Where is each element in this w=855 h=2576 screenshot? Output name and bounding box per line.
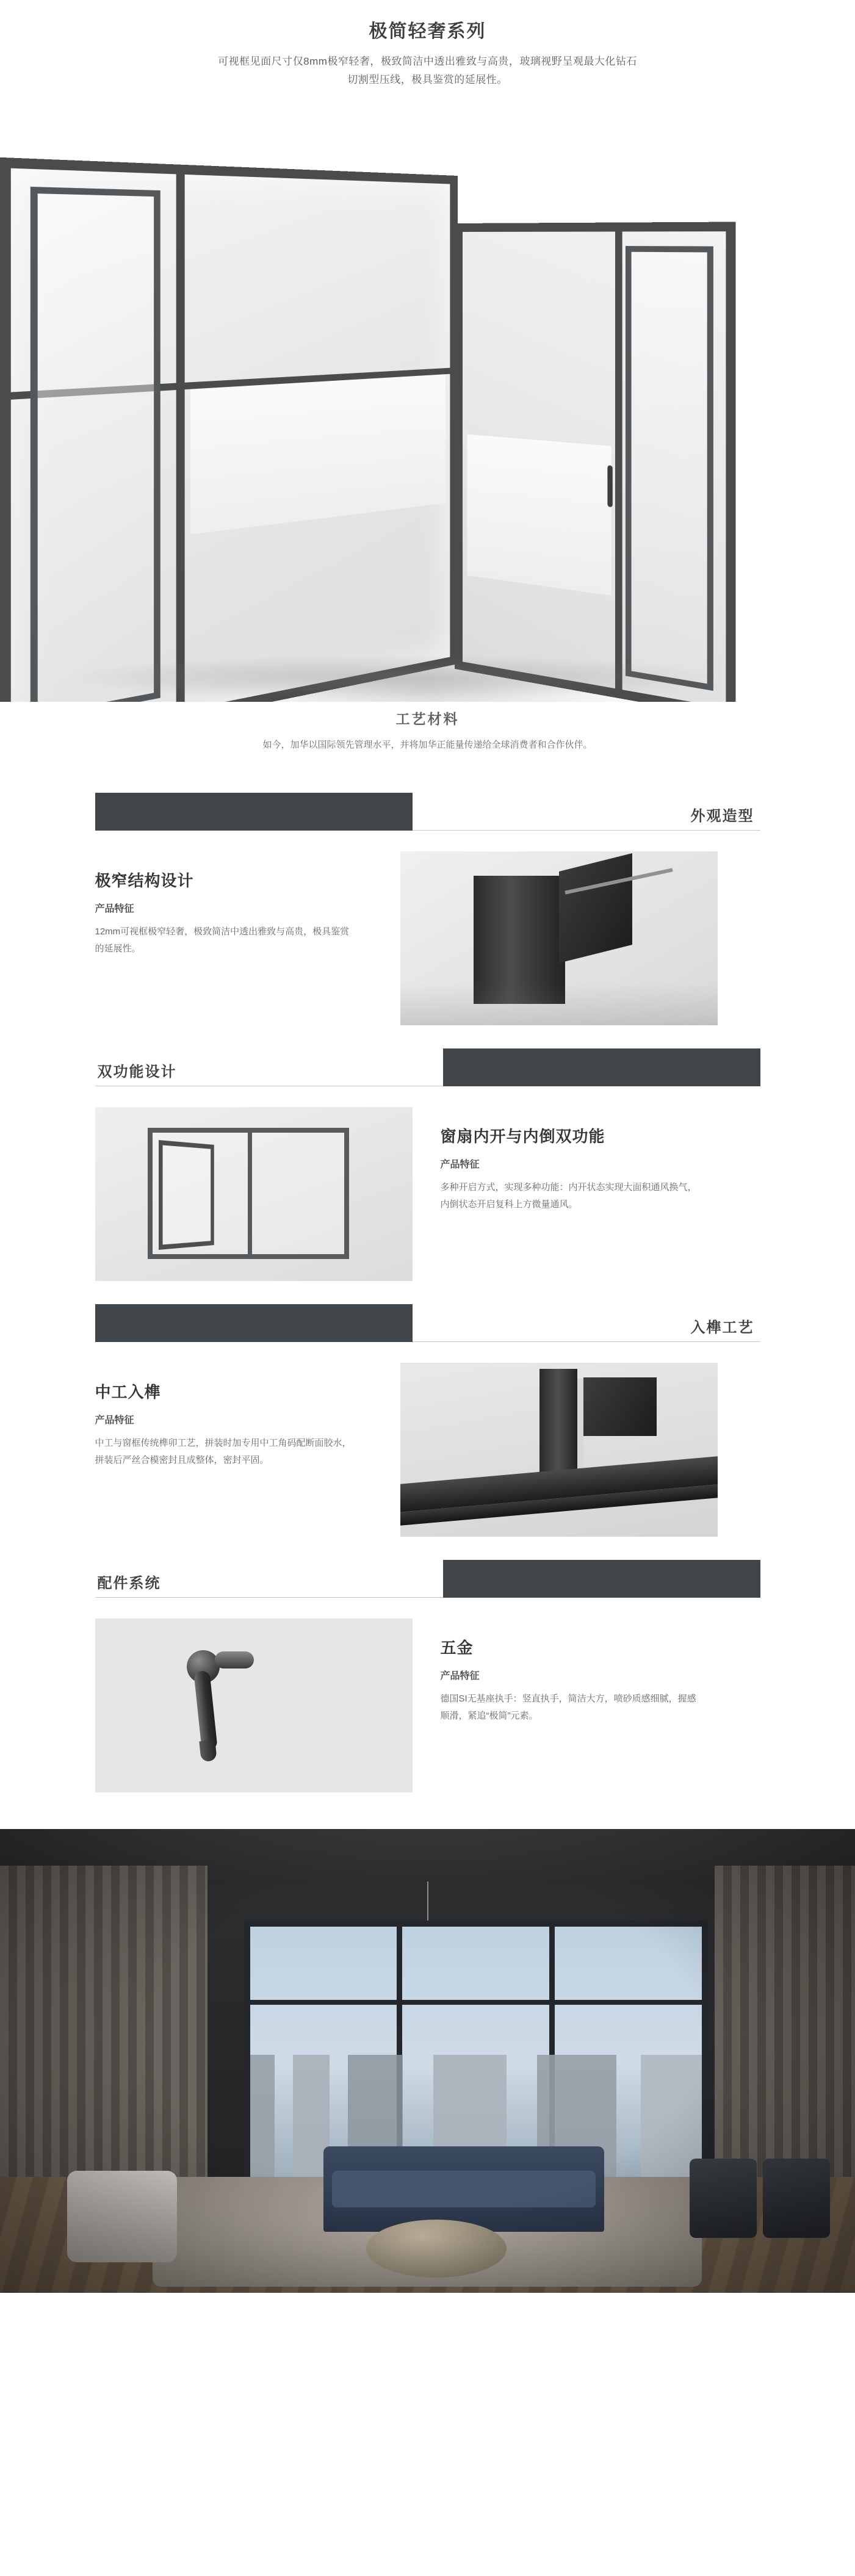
window-sash bbox=[31, 187, 161, 702]
bar-caption bbox=[95, 1560, 443, 1598]
mullion-vertical bbox=[176, 174, 185, 702]
feature-heading: 中工入榫 bbox=[95, 1383, 161, 1401]
frosted-glass-panel bbox=[467, 435, 611, 596]
section-label: 入榫工艺 bbox=[690, 1319, 754, 1336]
feature-section-hardware bbox=[95, 1537, 760, 1792]
section-heading-bar bbox=[95, 1304, 760, 1342]
section-label: 外观造型 bbox=[690, 808, 754, 824]
feature-heading: 五金 bbox=[440, 1639, 474, 1657]
feature-tag: 产品特征 bbox=[95, 904, 134, 914]
profile-cross-section-photo bbox=[400, 851, 718, 1025]
photo-shadow bbox=[400, 983, 718, 1025]
section-label: 配件系统 bbox=[97, 1575, 161, 1592]
feature-heading: 窗扇内开与内倒双功能 bbox=[440, 1127, 605, 1145]
frosted-glass-panel bbox=[190, 374, 446, 535]
feature-text bbox=[95, 851, 400, 958]
page-title: 极简轻奢系列 bbox=[369, 21, 486, 41]
door-sash bbox=[626, 246, 713, 691]
feature-row bbox=[95, 1363, 760, 1537]
craft-section bbox=[0, 708, 855, 770]
floor-shadow bbox=[73, 656, 714, 699]
feature-row bbox=[95, 851, 760, 1025]
hero-section bbox=[0, 0, 855, 702]
door-handle-photo bbox=[95, 1618, 413, 1792]
mullion-vertical bbox=[248, 1128, 252, 1259]
feature-description: 中工与窗框传统榫卯工艺，拼装时加专用中工角码配断面胶水，拼装后严丝合模密封且成整体，密封平固。 bbox=[95, 1438, 352, 1465]
feature-description: 德国SI无基座执手：竖直执手，简洁大方，喷砂质感细腻，握感顺滑，紧追“极简”元素。 bbox=[440, 1694, 696, 1721]
feature-section-dual-function bbox=[95, 1025, 760, 1281]
bar-slab bbox=[95, 793, 413, 831]
feature-description: 12mm可视框极窄轻奢，极致简洁中透出雅致与高贵，极具鉴赏的延展性。 bbox=[95, 926, 350, 954]
bar-slab bbox=[443, 1048, 760, 1086]
bar-caption bbox=[413, 1304, 760, 1342]
window-right-panel bbox=[455, 222, 736, 702]
handle-neck bbox=[215, 1651, 254, 1669]
joint-gap bbox=[577, 1379, 583, 1476]
vertical-profile bbox=[539, 1369, 577, 1479]
vertical-profile-top bbox=[583, 1377, 657, 1436]
bar-caption bbox=[95, 1048, 443, 1086]
feature-heading: 极窄结构设计 bbox=[95, 871, 194, 890]
feature-text bbox=[413, 1107, 718, 1213]
bar-slab bbox=[443, 1560, 760, 1598]
corner-joint-photo bbox=[400, 1363, 718, 1537]
bar-caption bbox=[413, 793, 760, 831]
bar-slab bbox=[95, 1304, 413, 1342]
feature-row bbox=[95, 1618, 760, 1792]
hero-window-image bbox=[0, 104, 855, 702]
window-left-panel bbox=[0, 157, 458, 702]
handle-lever bbox=[193, 1670, 217, 1751]
craft-title: 工艺材料 bbox=[395, 711, 460, 727]
feature-text bbox=[413, 1618, 718, 1725]
craft-subtitle: 如今，加华以国际领先管理水平，并将加华正能量传递给全球消费者和合作伙伴。 bbox=[262, 740, 593, 750]
feature-section-appearance bbox=[95, 770, 760, 1025]
feature-text bbox=[95, 1363, 400, 1469]
feature-tag: 产品特征 bbox=[440, 1671, 480, 1681]
profile-block-angled bbox=[559, 853, 632, 963]
living-room-interior-photo bbox=[0, 1829, 855, 2293]
feature-tag: 产品特征 bbox=[95, 1415, 134, 1426]
handle-icon bbox=[607, 465, 612, 507]
feature-section-joinery bbox=[95, 1281, 760, 1537]
open-sash-leaf bbox=[159, 1140, 214, 1250]
handle-tip bbox=[199, 1740, 217, 1762]
section-label: 双功能设计 bbox=[97, 1064, 177, 1080]
feature-description: 多种开启方式，实现多种功能：内开状态实现大面积通风换气，内倒状态开启复科上方微量通风。 bbox=[440, 1182, 697, 1210]
mullion-vertical bbox=[615, 231, 622, 690]
feature-tag: 产品特征 bbox=[440, 1160, 480, 1170]
photo-vignette bbox=[0, 1829, 855, 2293]
section-heading-bar bbox=[95, 1560, 760, 1598]
inward-open-sash-photo bbox=[95, 1107, 413, 1281]
section-heading-bar bbox=[95, 1048, 760, 1086]
section-heading-bar bbox=[95, 793, 760, 831]
hero-subtitle: 可视框见面尺寸仅8mm极窄轻奢，极致简洁中透出雅致与高贵，玻璃视野呈观最大化钻石切割型压线，极具鉴赏的延展性。 bbox=[218, 56, 637, 85]
feature-row bbox=[95, 1107, 760, 1281]
